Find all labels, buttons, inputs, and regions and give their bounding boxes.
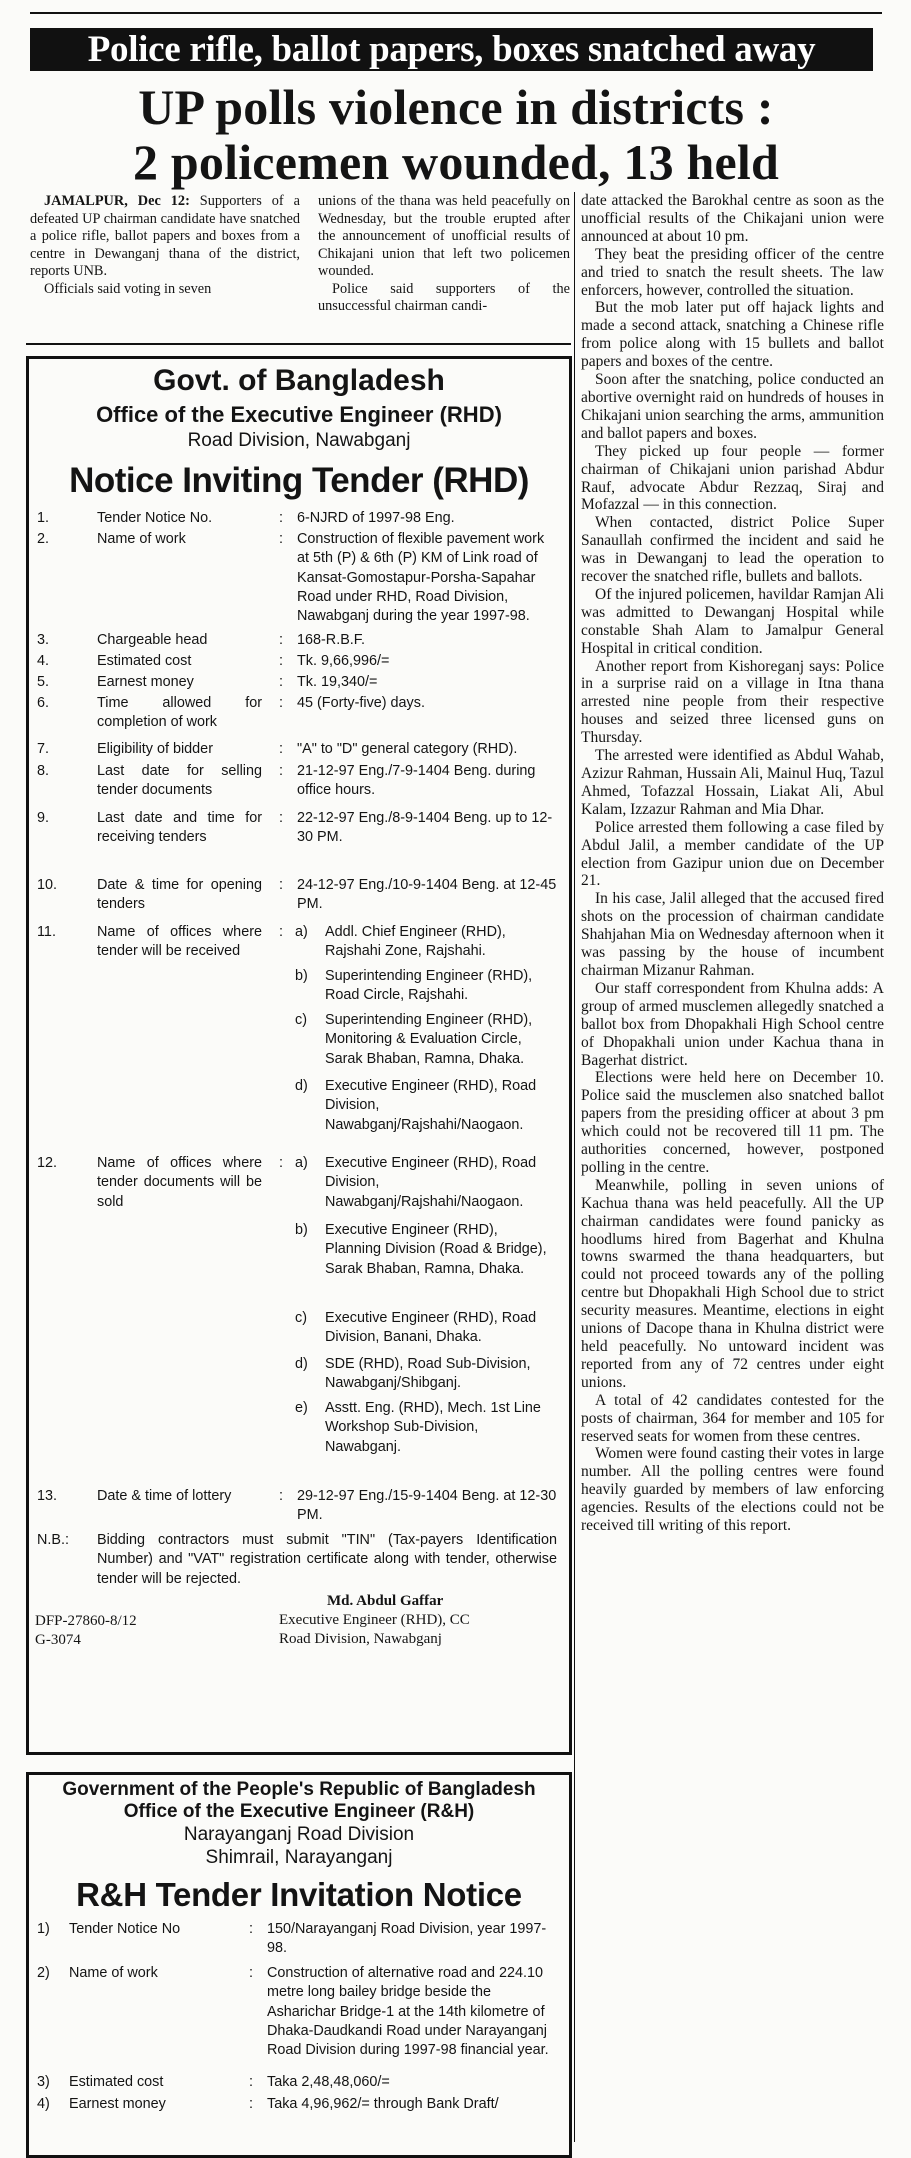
item-number: 4) — [37, 2096, 50, 2112]
ad-title: Notice Inviting Tender (RHD) — [69, 461, 529, 500]
item-value: Construction of flexible pavement work at 5th (P) & 6th (P) KM of Link road of Kansat-Gomostapur-Porsha-Sapahar Road under RHD, Road Division, Nawabganj during the year 1997-98. — [297, 531, 545, 625]
colon: : — [279, 510, 283, 526]
article-paragraph: Officials said voting in seven — [44, 280, 212, 297]
colon: : — [279, 763, 283, 779]
colon: : — [279, 1488, 283, 1504]
article-paragraph: Police said supporters of the unsuccessful chairman candi- — [318, 280, 570, 314]
tender-notice-rhd — [26, 356, 572, 1755]
item-label: Name of offices where tender documents will be sold — [97, 1155, 262, 1210]
article-paragraph: Supporters of a defeated UP chairman candidate have snatched a police rifle, ballot papers and boxes from a centre in Dewanganj thana of the district, reports UNB. — [30, 193, 300, 279]
article-column-1 — [30, 193, 300, 298]
item-value: 22-12-97 Eng./8-9-1404 Beng. up to 12-30 PM. — [297, 810, 553, 846]
signatory-name: Md. Abdul Gaffar — [327, 1593, 444, 1609]
headline-line-2: 2 policemen wounded, 13 held — [133, 134, 779, 190]
signatory-title: Executive Engineer (RHD), CC — [279, 1612, 470, 1628]
sub-text: Executive Engineer (RHD), Road Division, Nawabganj/Rajshahi/Naogaon. — [325, 1155, 537, 1210]
item-number: 6. — [37, 695, 50, 711]
item-label: Estimated cost — [97, 653, 192, 669]
colon: : — [279, 531, 283, 547]
item-label: Name of work — [97, 531, 186, 547]
article-paragraph: When contacted, district Police Super Sanaullah confirmed the incident and said he was in Dewanganj to lead the operation to recover the snatched rifle, bullets and ballots. — [581, 514, 884, 586]
item-number: 7. — [37, 741, 50, 757]
item-label: Eligibility of bidder — [97, 741, 213, 757]
item-value: Taka 4,96,962/= through Bank Draft/ — [267, 2096, 499, 2112]
item-number: 8. — [37, 763, 50, 779]
item-value: 6-NJRD of 1997-98 Eng. — [297, 510, 455, 526]
colon: : — [279, 1155, 283, 1171]
item-number: 11. — [37, 924, 56, 940]
article-paragraph: Our staff correspondent from Khulna adds: A group of armed musclemen allegedly snatched a ballot box from Dhopakhali High School centre of Dhopakhali union under Kachua thana in Bagerhat district. — [581, 979, 884, 1069]
item-value: Tk. 19,340/= — [297, 674, 378, 690]
colon: : — [249, 2096, 253, 2112]
ad-org-name: Government of the People's Republic of Bangladesh — [62, 1779, 536, 1800]
ad-division-name: Road Division, Nawabganj — [187, 430, 411, 451]
item-label: Tender Notice No. — [97, 510, 213, 526]
sub-letter: d) — [295, 1078, 308, 1094]
sub-text: Superintending Engineer (RHD), Road Circle, Rajshahi. — [325, 968, 533, 1004]
top-rule — [30, 0, 882, 14]
item-number: 9. — [37, 810, 50, 826]
sub-text: Addl. Chief Engineer (RHD), Rajshahi Zone, Rajshahi. — [325, 924, 506, 960]
article-paragraph: Another report from Kishoreganj says: Police in a surprise raid on a village in Itna thana arrested nine people from their respective houses and seized three licensed guns on Thursday. — [581, 657, 884, 747]
item-number: 1. — [37, 510, 50, 526]
sub-letter: a) — [295, 1155, 308, 1171]
sub-letter: e) — [295, 1400, 308, 1416]
item-label: Tender Notice No — [69, 1921, 181, 1937]
colon: : — [279, 877, 283, 893]
colon: : — [279, 674, 283, 690]
colon: : — [279, 695, 283, 711]
item-label: Chargeable head — [97, 632, 208, 648]
item-label: Last date for selling tender documents — [97, 763, 262, 799]
colon: : — [249, 1921, 253, 1937]
sub-letter: c) — [295, 1310, 307, 1326]
item-value: Taka 2,48,48,060/= — [267, 2074, 390, 2090]
nb-label: N.B.: — [37, 1532, 69, 1548]
item-number: 4. — [37, 653, 50, 669]
dateline: JAMALPUR, Dec 12: — [44, 193, 190, 209]
sub-text: Executive Engineer (RHD), Road Division, Nawabganj/Rajshahi/Naogaon. — [325, 1078, 537, 1133]
item-label: Last date and time for receiving tenders — [97, 810, 262, 846]
ad-reference-g: G-3074 — [35, 1632, 81, 1648]
article-column-3 — [581, 192, 884, 1535]
item-label: Estimated cost — [69, 2074, 164, 2090]
item-number: 3. — [37, 632, 50, 648]
ad-office-name: Office of the Executive Engineer (R&H) — [123, 1801, 475, 1822]
item-label: Name of offices where tender will be received — [97, 924, 262, 960]
article-paragraph: Police arrested them following a case filed by Abdul Jalil, a member candidate of the UP election from Gazipur union due on December 21. — [581, 818, 884, 890]
item-label: Earnest money — [97, 674, 194, 690]
article-paragraph: A total of 42 candidates contested for the posts of chairman, 364 for member and 105 for reserved seats for women from these centres. — [581, 1391, 884, 1445]
item-value: 168-R.B.F. — [297, 632, 365, 648]
sub-letter: c) — [295, 1012, 307, 1028]
article-paragraph: Women were found casting their votes in large number. All the polling centres were found heavily guarded by members of law enforcing agencies. Results of the elections could not be received till writing of this report. — [581, 1445, 885, 1535]
sub-letter: b) — [295, 968, 308, 984]
sub-text: Superintending Engineer (RHD), Monitoring & Evaluation Circle, Sarak Bhaban, Ramna, Dhaka. — [325, 1012, 533, 1067]
colon: : — [279, 653, 283, 669]
article-paragraph: Elections were held here on December 10. Police said the musclemen also snatched ballot papers from the presiding officer at about 3 pm which could not be recovered till 11 pm. The authorities concerned, however, postponed polling in the centre. — [581, 1069, 884, 1176]
article-paragraph: unions of the thana was held peacefully on Wednesday, but the trouble erupted after the announcement of unofficial results of Chikajani union that left two policemen wounded. — [318, 193, 570, 279]
item-number: 1) — [37, 1921, 50, 1937]
headline-line-1: UP polls violence in districts : — [138, 79, 774, 135]
item-value: Tk. 9,66,996/= — [297, 653, 390, 669]
nb-text: Bidding contractors must submit "TIN" (Tax-payers Identification Number) and "VAT" registration certificate along with tender, otherwise tender will be rejected. — [97, 1532, 557, 1587]
colon: : — [279, 924, 283, 940]
sub-letter: a) — [295, 924, 308, 940]
article-paragraph: Meanwhile, polling in seven unions of Kachua thana was held peacefully. All the UP chairman candidates were found panicky as hoodlums hired from Bagerhat and Khulna towns swarmed the thana headquarters, but could not proceed towards any of the polling centre but Dhopakhali High School due to strict security measures. Meantime, elections in eight unions of Dacope thana in Khulna district were held peacefully. No untoward incident was reported from any of 72 centres under eight unions. — [581, 1176, 884, 1391]
item-value: 29-12-97 Eng./15-9-1404 Beng. at 12-30 PM. — [297, 1488, 557, 1524]
ad-office-name: Office of the Executive Engineer (RHD) — [96, 402, 502, 427]
sub-letter: d) — [295, 1356, 308, 1372]
kicker-banner: Police rifle, ballot papers, boxes snatched away — [30, 28, 873, 71]
colon: : — [279, 632, 283, 648]
item-value: 45 (Forty-five) days. — [297, 695, 425, 711]
item-number: 2. — [37, 531, 50, 547]
article-paragraph: They picked up four people — former chairman of Chikajani union parishad Abdur Rauf, advocate Abdur Rezzaq, Siraj and Mofazzal — in this connection. — [581, 442, 884, 514]
ad-reference-dfp: DFP-27860-8/12 — [35, 1613, 137, 1629]
item-number: 13. — [37, 1488, 58, 1504]
item-value: 21-12-97 Eng./7-9-1404 Beng. during office hours. — [297, 763, 536, 799]
tender-notice-rh — [26, 1772, 572, 2158]
tender-items-list — [37, 1920, 562, 2150]
article-paragraph: But the mob later put off hajack lights and made a second attack, snatching a Chinese rifle from police along with 15 bullets and ballot papers and boxes of the centre. — [581, 299, 884, 371]
item-label: Time allowed for completion of work — [97, 695, 262, 731]
sub-text: Executive Engineer (RHD), Planning Division (Road & Bridge), Sarak Bhaban, Ramna, Dhaka. — [325, 1222, 547, 1277]
colon: : — [249, 2074, 253, 2090]
ad-title: R&H Tender Invitation Notice — [76, 1876, 522, 1913]
sub-text: Asstt. Eng. (RHD), Mech. 1st Line Workshop Sub-Division, Nawabganj. — [325, 1400, 541, 1455]
signatory-office: Road Division, Nawabganj — [279, 1631, 442, 1647]
colon: : — [249, 1965, 253, 1981]
sub-letter: b) — [295, 1222, 308, 1238]
item-number: 12. — [37, 1155, 58, 1171]
ad-division-name: Narayanganj Road Division — [183, 1824, 415, 1845]
item-value: 24-12-97 Eng./10-9-1404 Beng. at 12-45 PM. — [297, 877, 557, 913]
article-paragraph: date attacked the Barokhal centre as soon as the unofficial results of the Chikajani union were announced at about 10 pm. — [581, 192, 884, 245]
ad-location: Shimrail, Narayanganj — [205, 1847, 393, 1868]
item-number: 3) — [37, 2074, 50, 2090]
ad-org-name: Govt. of Bangladesh — [153, 364, 445, 397]
sub-text: SDE (RHD), Road Sub-Division, Nawabganj/Shibganj. — [325, 1356, 531, 1392]
article-paragraph: They beat the presiding officer of the centre and tried to snatch the result sheets. The law enforcers, however, controlled the situation. — [581, 245, 884, 299]
item-number: 5. — [37, 674, 50, 690]
item-number: 2) — [37, 1965, 50, 1981]
item-value: Construction of alternative road and 224.10 metre long bailey bridge beside the Asharichar Bridge-1 at the 14th kilometre of Dhaka-Daudkandi Road under Narayanganj Road Division during 1997-98 financial year. — [267, 1965, 549, 2059]
article-paragraph: Of the injured policemen, havildar Ramjan Ali was admitted to Dewanganj Hospital while constable Shah Alam to Jamalpur General Hospital in critical condition. — [581, 585, 884, 657]
article-paragraph: Soon after the snatching, police conducted an abortive overnight raid on hundreds of houses in Chikajani union searching the arms, ammunition and ballot papers and boxes. — [581, 371, 884, 442]
item-label: Earnest money — [69, 2096, 166, 2112]
item-value: 150/Narayanganj Road Division, year 1997-98. — [267, 1921, 547, 1957]
section-rule — [26, 343, 571, 345]
item-label: Name of work — [69, 1965, 158, 1981]
colon: : — [279, 741, 283, 757]
item-number: 10. — [37, 877, 58, 893]
sub-text: Executive Engineer (RHD), Road Division, Banani, Dhaka. — [325, 1310, 537, 1346]
item-value: "A" to "D" general category (RHD). — [297, 741, 518, 757]
tender-items-list — [37, 509, 562, 1699]
article-paragraph: The arrested were identified as Abdul Wahab, Azizur Rahman, Hussain Ali, Mainul Huq, Tazul Ahmed, Tofazzal Hossain, Liakat Ali, Abul Kalam, Izzazur Rahman and Mia Dhar. — [581, 747, 884, 818]
colon: : — [279, 810, 283, 826]
article-paragraph: In his case, Jalil alleged that the accused fired shots on the procession of chairman candidate Shahjahan Mia on Wednesday afternoon when it was passing by the house of incumbent chairman Mizanur Rahman. — [581, 890, 884, 979]
article-column-2 — [318, 193, 570, 316]
column-rule — [574, 192, 575, 2142]
item-label: Date & time for opening tenders — [97, 877, 262, 913]
item-label: Date & time of lottery — [97, 1488, 232, 1504]
